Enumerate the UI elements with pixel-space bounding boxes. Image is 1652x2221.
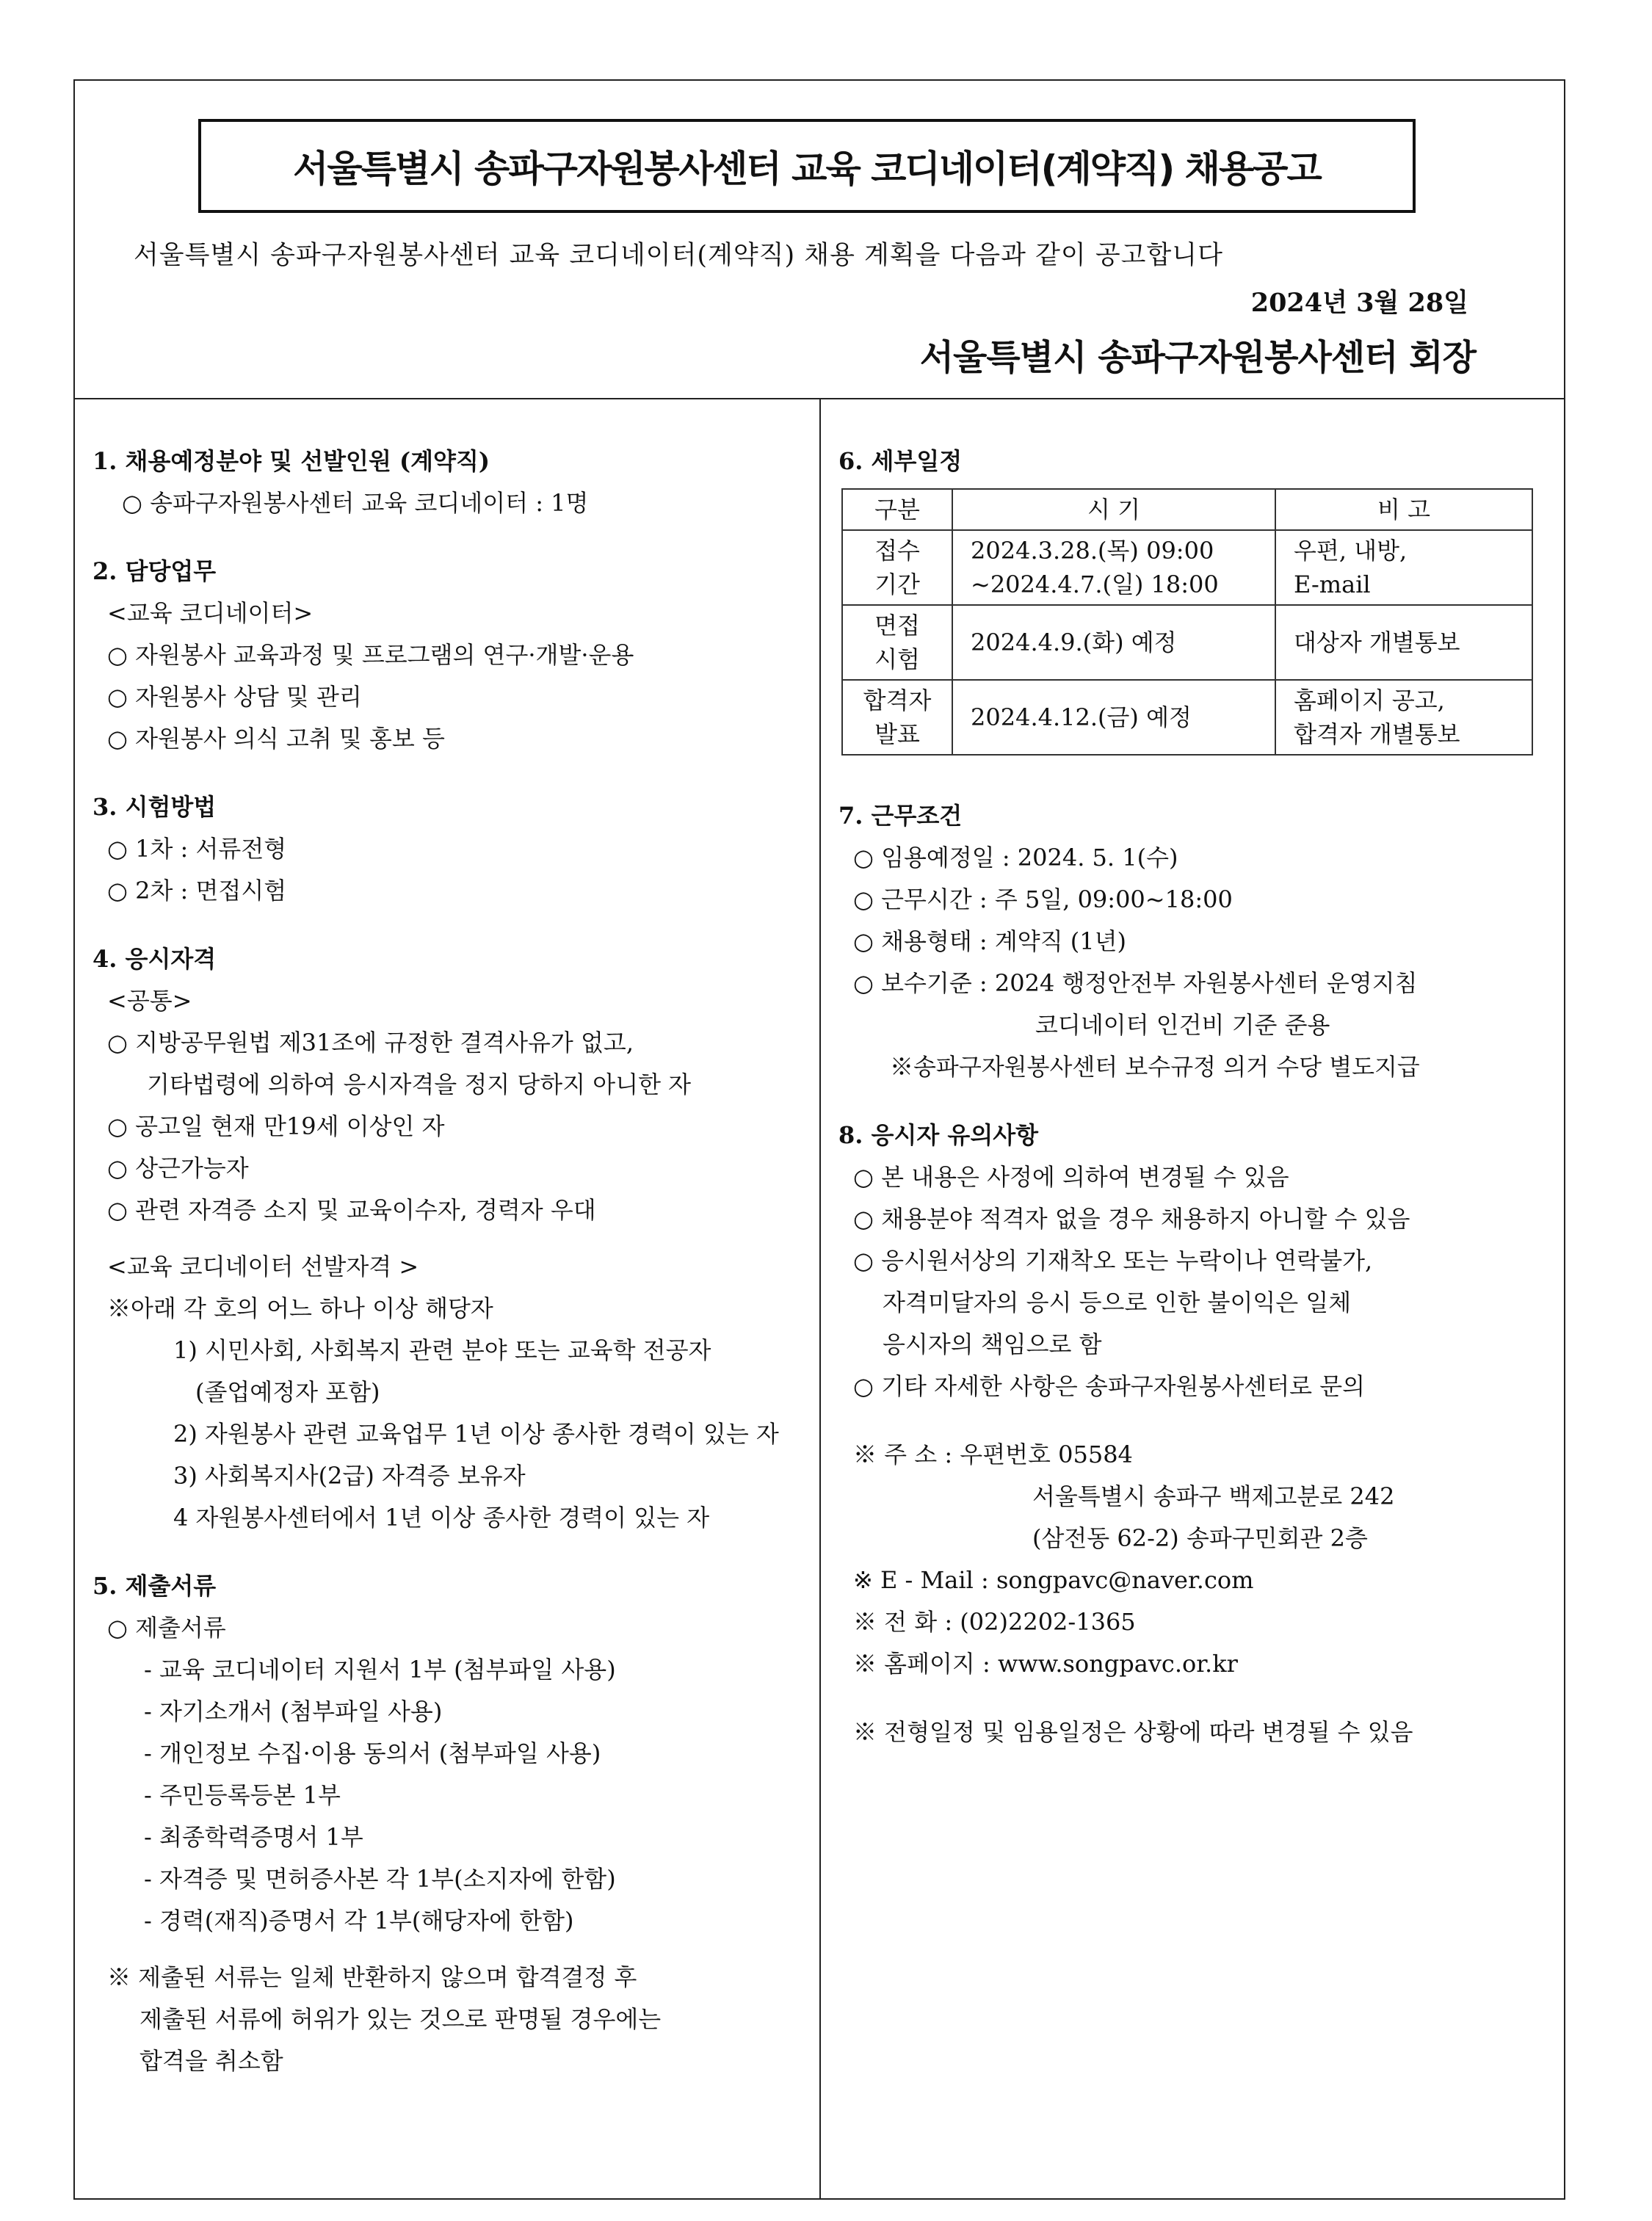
section-2-item: ○ 자원봉사 교육과정 및 프로그램의 연구·개발·운용 (107, 641, 634, 669)
section-5-note: 합격을 취소함 (140, 2047, 283, 2075)
section-2-item: ○ 자원봉사 상담 및 관리 (107, 683, 362, 711)
schedule-note-line: 홈페이지 공고, (1294, 686, 1445, 714)
document-item: - 교육 코디네이터 지원서 1부 (첨부파일 사용) (144, 1656, 616, 1684)
schedule-note (1275, 680, 1532, 755)
announcement-date: 2024년 3월 28일 (1250, 288, 1468, 318)
schedule-row (842, 530, 1532, 605)
schedule-row (842, 605, 1532, 680)
document-item: - 주민등록등본 1부 (144, 1781, 341, 1809)
qualification-item: 4 자원봉사센터에서 1년 이상 종사한 경력이 있는 자 (173, 1504, 710, 1532)
issuer-name: 서울특별시 송파구자원봉사센터 회장 (919, 337, 1476, 378)
schedule-note-line: E-mail (1294, 570, 1371, 598)
schedule-note (1275, 530, 1532, 605)
schedule-header: 구분 (842, 489, 952, 530)
header-section (75, 81, 1564, 399)
section-8-item: 자격미달자의 응시 등으로 인한 불이익은 일체 (883, 1289, 1352, 1316)
contact-email: ※ E - Mail : songpavc@naver.com (853, 1566, 1254, 1594)
contact-phone: ※ 전 화 : (02)2202-1365 (853, 1608, 1136, 1636)
schedule-note (1275, 605, 1532, 680)
contact-homepage: ※ 홈페이지 : www.songpavc.or.kr (853, 1650, 1238, 1678)
section-4-subtitle: <공통> (107, 987, 192, 1015)
page-title: 서울특별시 송파구자원봉사센터 교육 코디네이터(계약직) 채용공고 (293, 148, 1321, 190)
qualification-item: 1) 시민사회, 사회복지 관련 분야 또는 교육학 전공자 (173, 1336, 711, 1364)
schedule-period (952, 680, 1275, 755)
document-item: - 개인정보 수집·이용 동의서 (첨부파일 사용) (144, 1739, 601, 1767)
section-3-item: ○ 1차 : 서류전형 (107, 835, 287, 863)
contact-address: ※ 주 소 : 우편번호 05584 (853, 1441, 1133, 1468)
qualification-item: 2) 자원봉사 관련 교육업무 1년 이상 종사한 경력이 있는 자 (173, 1420, 779, 1448)
contact-address: (삼전동 62-2) 송파구민회관 2층 (1032, 1524, 1368, 1552)
qualification-item: 3) 사회복지사(2급) 자격증 보유자 (173, 1462, 526, 1490)
section-2-subtitle: <교육 코디네이터> (107, 599, 314, 627)
schedule-period-line: ~2024.4.7.(일) 18:00 (971, 570, 1219, 598)
schedule-note-line: 대상자 개별통보 (1294, 628, 1460, 656)
schedule-header: 시 기 (952, 489, 1275, 530)
section-4-item: ○ 지방공무원법 제31조에 규정한 결격사유가 없고, (107, 1029, 634, 1057)
section-7-item: ○ 보수기준 : 2024 행정안전부 자원봉사센터 운영지침 (853, 969, 1418, 997)
document-item: - 자격증 및 면허증사본 각 1부(소지자에 한함) (144, 1865, 616, 1893)
section-7-item: ○ 근무시간 : 주 5일, 09:00~18:00 (853, 885, 1233, 913)
schedule-label-line: 면접 (874, 612, 920, 640)
section-5-title: 5. 제출서류 (93, 1572, 217, 1600)
schedule-period-line: 2024.4.12.(금) 예정 (971, 703, 1192, 731)
schedule-label-line: 발표 (874, 720, 920, 748)
schedule-header: 비 고 (1275, 489, 1532, 530)
section-7-item: ○ 채용형태 : 계약직 (1년) (853, 927, 1127, 955)
section-4-item: ○ 관련 자격증 소지 및 교육이수자, 경력자 우대 (107, 1196, 596, 1224)
contact-address: 서울특별시 송파구 백제고분로 242 (1032, 1482, 1395, 1510)
schedule-table (841, 488, 1533, 756)
section-4-note: ※아래 각 호의 어느 하나 이상 해당자 (107, 1294, 493, 1322)
schedule-label-line: 시험 (874, 645, 920, 673)
section-4-subtitle-2: <교육 코디네이터 선발자격 > (107, 1253, 419, 1280)
schedule-period (952, 605, 1275, 680)
section-3-item: ○ 2차 : 면접시험 (107, 877, 287, 905)
section-8-item: ○ 기타 자세한 사항은 송파구자원봉사센터로 문의 (853, 1372, 1366, 1400)
schedule-note-line: 합격자 개별통보 (1294, 720, 1460, 748)
section-1-item: ○ 송파구자원봉사센터 교육 코디네이터 : 1명 (122, 489, 589, 517)
intro-text: 서울특별시 송파구자원봉사센터 교육 코디네이터(계약직) 채용 계획을 다음과 같이 공고합니다 (134, 241, 1223, 270)
document-item: - 자기소개서 (첨부파일 사용) (144, 1698, 443, 1725)
schedule-label (842, 530, 952, 605)
schedule-period-line: 2024.4.9.(화) 예정 (971, 628, 1177, 656)
section-8-item: ○ 응시원서상의 기재착오 또는 누락이나 연락불가, (853, 1247, 1373, 1275)
schedule-label (842, 605, 952, 680)
section-3-title: 3. 시험방법 (93, 793, 217, 821)
section-5-note: ※ 제출된 서류는 일체 반환하지 않으며 합격결정 후 (107, 1963, 637, 1991)
qualification-item: (졸업예정자 포함) (195, 1378, 380, 1406)
title-box (198, 119, 1416, 213)
schedule-label-line: 기간 (874, 570, 920, 598)
column-divider (819, 399, 821, 2200)
schedule-note-line: 우편, 내방, (1294, 537, 1408, 565)
schedule-period-line: 2024.3.28.(목) 09:00 (971, 537, 1214, 565)
document-item: - 경력(재직)증명서 각 1부(해당자에 한함) (144, 1907, 574, 1935)
right-column (838, 399, 1558, 1753)
section-5-subtitle: ○ 제출서류 (107, 1614, 226, 1642)
section-8-item: ○ 채용분야 적격자 없을 경우 채용하지 아니할 수 있음 (853, 1205, 1410, 1233)
schedule-change-notice: ※ 전형일정 및 임용일정은 상황에 따라 변경될 수 있음 (853, 1718, 1413, 1746)
schedule-row (842, 680, 1532, 755)
section-7-title: 7. 근무조건 (838, 802, 963, 830)
section-7-item: 코디네이터 인건비 기준 준용 (1035, 1011, 1330, 1039)
schedule-label (842, 680, 952, 755)
section-6-title: 6. 세부일정 (838, 447, 963, 475)
section-2-title: 2. 담당업무 (93, 557, 217, 585)
section-8-title: 8. 응시자 유의사항 (838, 1121, 1039, 1149)
schedule-label-line: 합격자 (863, 686, 932, 714)
section-7-note: ※송파구자원봉사센터 보수규정 의거 수당 별도지급 (890, 1053, 1420, 1081)
section-2-item: ○ 자원봉사 의식 고취 및 홍보 등 (107, 725, 445, 753)
section-8-item: 응시자의 책임으로 함 (883, 1330, 1102, 1358)
schedule-label-line: 접수 (874, 537, 920, 565)
schedule-period (952, 530, 1275, 605)
section-5-note: 제출된 서류에 허위가 있는 것으로 판명될 경우에는 (140, 2005, 662, 2033)
section-4-item: 기타법령에 의하여 응시자격을 정지 당하지 아니한 자 (147, 1070, 692, 1098)
left-column (93, 399, 812, 2082)
section-7-item: ○ 임용예정일 : 2024. 5. 1(수) (853, 844, 1178, 872)
section-4-item: ○ 공고일 현재 만19세 이상인 자 (107, 1112, 445, 1140)
section-1-title: 1. 채용예정분야 및 선발인원 (계약직) (93, 447, 490, 475)
document-frame (73, 79, 1565, 2200)
section-8-item: ○ 본 내용은 사정에 의하여 변경될 수 있음 (853, 1163, 1289, 1191)
document-item: - 최종학력증명서 1부 (144, 1823, 363, 1851)
schedule-header-row (842, 489, 1532, 530)
section-4-item: ○ 상근가능자 (107, 1154, 249, 1182)
section-4-title: 4. 응시자격 (93, 945, 217, 973)
